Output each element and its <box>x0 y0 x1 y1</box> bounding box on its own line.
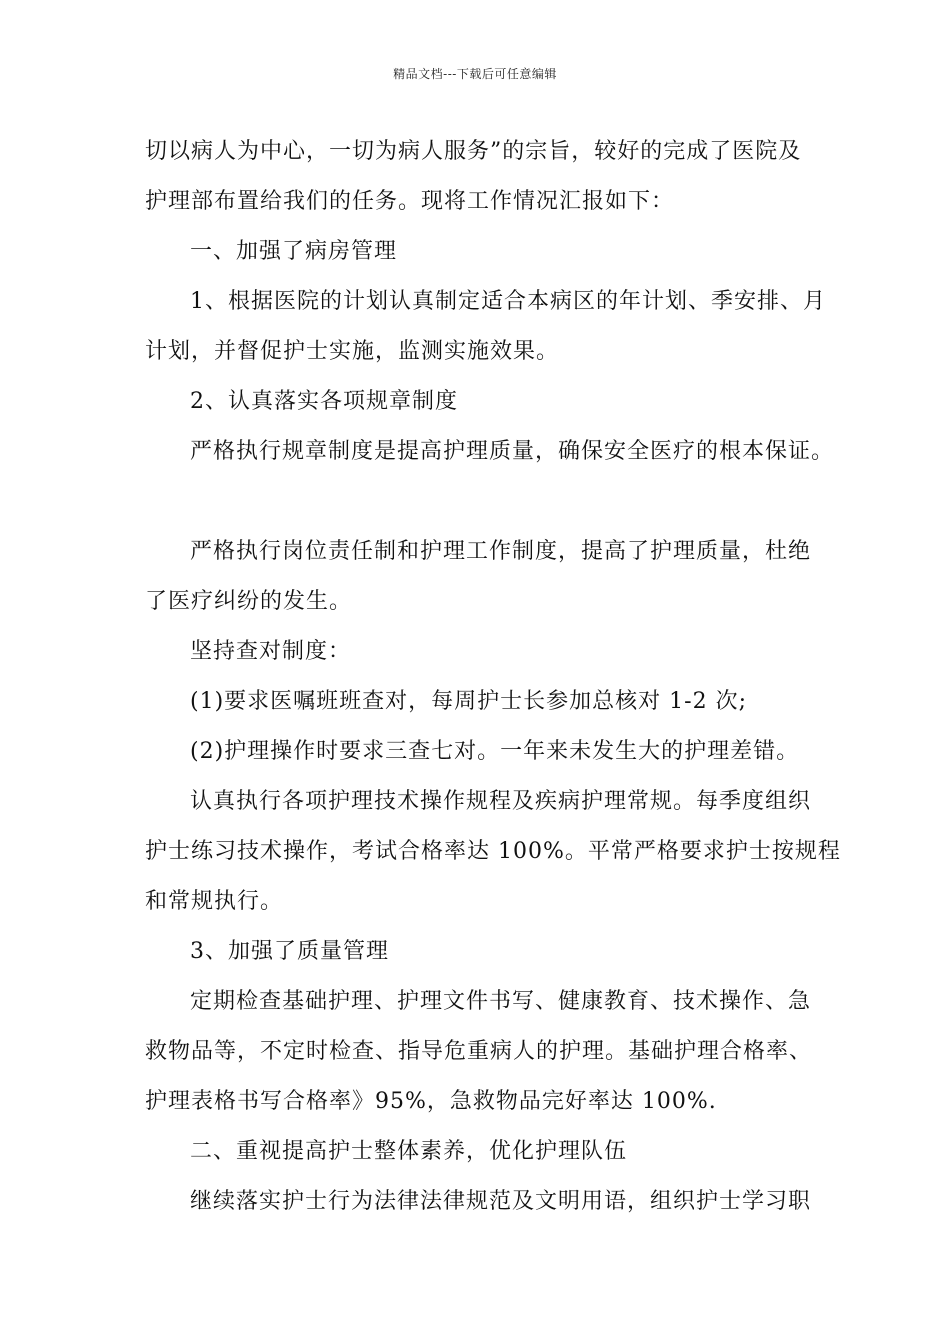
paragraph-line: 严格执行岗位责任制和护理工作制度，提高了护理质量，杜绝 <box>190 539 812 564</box>
paragraph-line: 定期检查基础护理、护理文件书写、健康教育、技术操作、急 <box>190 989 812 1014</box>
section-heading: 二、重视提高护士整体素养，优化护理队伍 <box>190 1139 628 1164</box>
paragraph-line: 1、根据医院的计划认真制定适合本病区的年计划、季安排、月 <box>190 289 826 314</box>
paragraph-line: 和常规执行。 <box>145 889 284 914</box>
paragraph-line: 护理部布置给我们的任务。现将工作情况汇报如下： <box>145 189 675 214</box>
list-item: (1)要求医嘱班班查对，每周护士长参加总核对 1-2 次; <box>190 689 747 714</box>
paragraph-line: 切以病人为中心，一切为病人服务”的宗旨，较好的完成了医院及 <box>145 139 802 164</box>
page-header: 精品文档---下载后可任意编辑 <box>393 67 557 81</box>
paragraph-line: 护士练习技术操作，考试合格率达 100%。平常严格要求护士按规程 <box>145 839 841 864</box>
paragraph-line: 坚持查对制度： <box>190 639 352 664</box>
subsection-heading: 3、加强了质量管理 <box>190 939 389 964</box>
paragraph-line: 了医疗纠纷的发生。 <box>145 589 353 614</box>
paragraph-line: 计划，并督促护士实施，监测实施效果。 <box>145 339 560 364</box>
subsection-heading: 2、认真落实各项规章制度 <box>190 389 458 414</box>
paragraph-line: 严格执行规章制度是提高护理质量，确保安全医疗的根本保证。 <box>190 439 835 464</box>
list-item: (2)护理操作时要求三查七对。一年来未发生大的护理差错。 <box>190 739 800 764</box>
section-heading: 一、加强了病房管理 <box>190 239 398 264</box>
paragraph-line: 认真执行各项护理技术操作规程及疾病护理常规。每季度组织 <box>190 789 812 814</box>
paragraph-line: 继续落实护士行为法律法律规范及文明用语，组织护士学习职 <box>190 1189 812 1214</box>
paragraph-line: 护理表格书写合格率》95%，急救物品完好率达 100%. <box>145 1089 717 1114</box>
paragraph-line: 救物品等，不定时检查、指导危重病人的护理。基础护理合格率、 <box>145 1039 813 1064</box>
